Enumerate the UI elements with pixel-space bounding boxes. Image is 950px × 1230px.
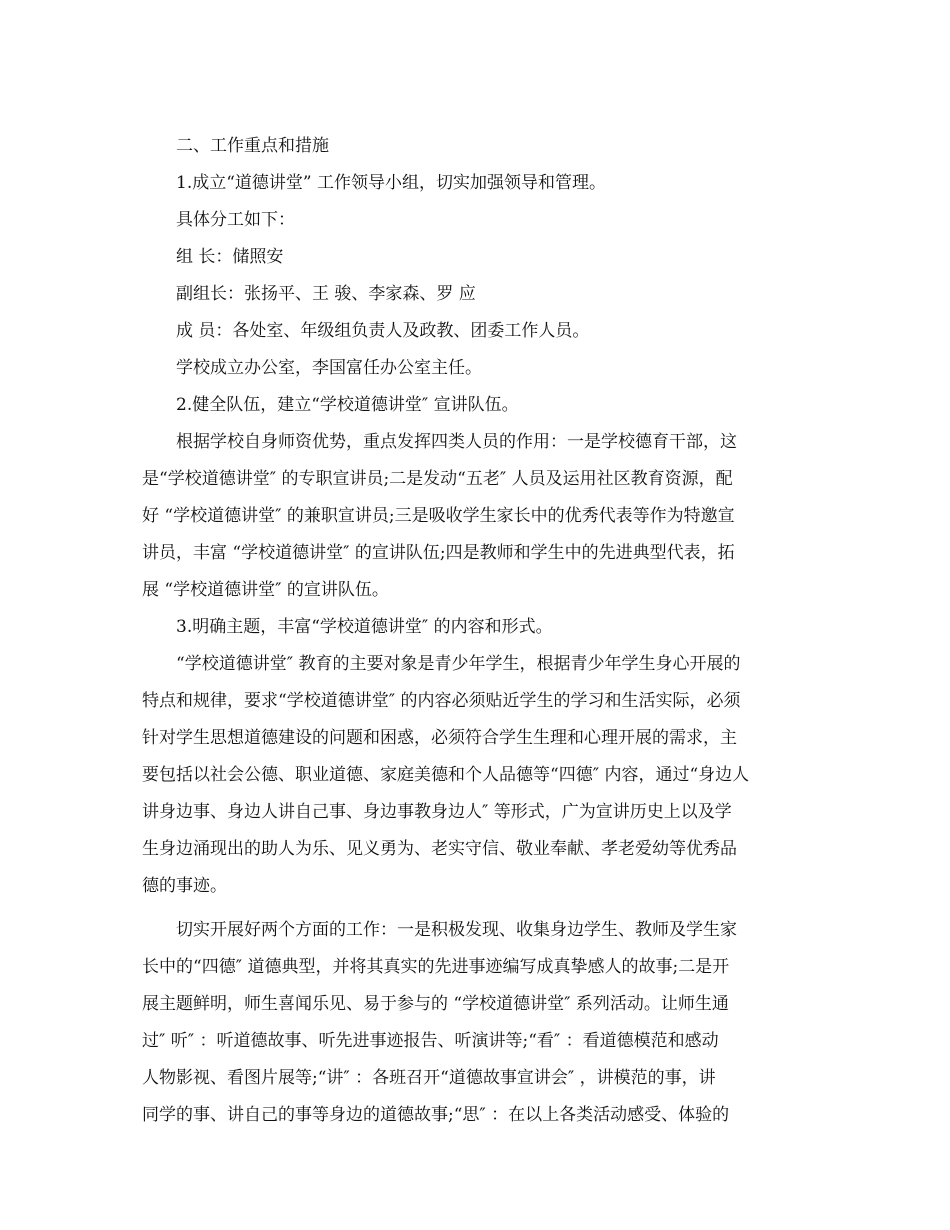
- text-line: 3.明确主题，丰富“学校道德讲堂″ 的内容和形式。: [176, 617, 553, 637]
- text-line: 讲员，丰富 “学校道德讲堂″ 的宣讲队伍;四是教师和学生中的先进典型代表，拓: [142, 543, 735, 563]
- text-line: 成 员：各处室、年级组负责人及政教、团委工作人员。: [176, 321, 590, 341]
- text-line: 过″ 听″ ：听道德故事、听先进事迹报告、听演讲等;“看″ ：看道德模范和感动: [142, 1031, 719, 1051]
- text-line: 2.健全队伍，建立“学校道德讲堂″ 宣讲队伍。: [176, 395, 519, 415]
- text-line: 二、工作重点和措施: [176, 136, 329, 156]
- text-line: 长中的“四德″ 道德典型，并将其真实的先进事迹编写成真挚感人的故事;二是开: [142, 957, 730, 977]
- text-line: 是“学校道德讲堂″ 的专职宣讲员;二是发动“五老″ 人员及运用社区教育资源，配: [142, 469, 733, 489]
- text-line: 德的事迹。: [142, 876, 227, 896]
- text-line: “学校道德讲堂″ 教育的主要对象是青少年学生，根据青少年学生身心开展的: [176, 654, 741, 674]
- text-line: 生身边涌现出的助人为乐、见义勇为、老实守信、敬业奉献、孝老爱幼等优秀品: [142, 839, 737, 859]
- text-line: 组 长：储照安: [176, 247, 284, 267]
- text-line: 学校成立办公室，李国富任办公室主任。: [176, 358, 482, 378]
- text-line: 展 “学校道德讲堂″ 的宣讲队伍。: [142, 580, 389, 600]
- text-line: 同学的事、讲自己的事等身边的道德故事;“思″ ：在以上各类活动感受、体验的: [142, 1105, 730, 1125]
- text-line: 讲身边事、身边人讲自己事、身边事教身边人″ 等形式，广为宣讲历史上以及学: [142, 802, 732, 822]
- text-line: 针对学生思想道德建设的问题和困惑，必须符合学生生理和心理开展的需求，主: [142, 728, 737, 748]
- text-line: 具体分工如下：: [176, 210, 295, 230]
- text-line: 切实开展好两个方面的工作：一是积极发现、收集身边学生、教师及学生家: [176, 920, 737, 940]
- text-line: 好 “学校道德讲堂″ 的兼职宣讲员;三是吸收学生家长中的优秀代表等作为特邀宣: [142, 506, 735, 526]
- text-line: 人物影视、看图片展等;“讲″ ：各班召开“道德故事宣讲会″ ，讲模范的事，讲: [142, 1068, 716, 1088]
- text-line: 根据学校自身师资优势，重点发挥四类人员的作用：一是学校德育干部，这: [176, 432, 737, 452]
- text-line: 展主题鲜明，师生喜闻乐见、易于参与的 “学校道德讲堂″ 系列活动。让师生通: [142, 994, 729, 1014]
- text-line: 1.成立“道德讲堂” 工作领导小组，切实加强领导和管理。: [176, 173, 607, 193]
- text-line: 副组长：张扬平、王 骏、李家森、罗 应: [176, 284, 476, 304]
- text-line: 特点和规律，要求“学校道德讲堂″ 的内容必须贴近学生的学习和生活实际，必须: [142, 691, 741, 711]
- text-line: 要包括以社会公德、职业道德、家庭美德和个人品德等“四德″ 内容，通过“身边人: [142, 765, 750, 785]
